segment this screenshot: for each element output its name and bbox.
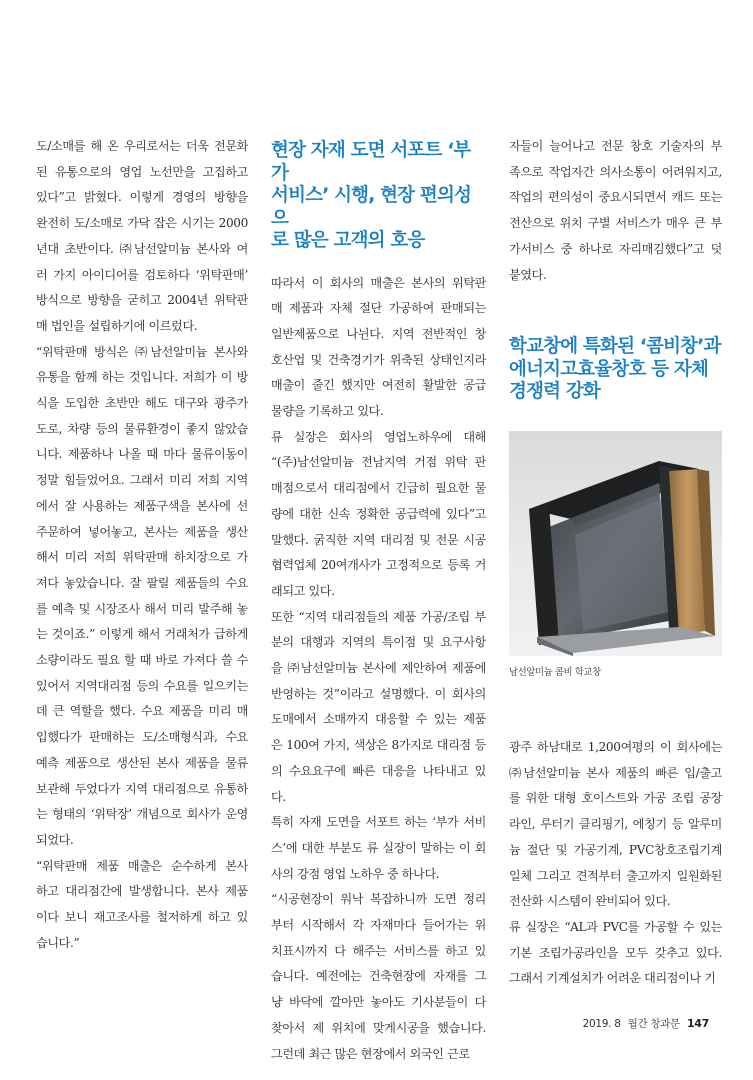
text-line: 도로, 차량 등의 물류환경이 좋지 않았습 bbox=[36, 421, 248, 436]
heading-line: 경쟁력 강화 bbox=[509, 381, 600, 403]
text-line: 소량이라도 필요 할 때 바로 가져다 쓸 수 bbox=[36, 653, 248, 668]
text-line: 족으로 작업자간 의사소통이 어려워지고, bbox=[509, 164, 722, 179]
text-line: “시공현장이 워낙 복잡하니까 도면 정리 bbox=[271, 892, 486, 907]
text-line: 기본 조립가공라인을 모두 갖추고 있다. bbox=[509, 945, 722, 960]
text-line: 완전히 도/소매로 가닥 잡은 시기는 2000 bbox=[36, 216, 248, 231]
issue-date: 2019. 8 bbox=[582, 1018, 621, 1030]
text-line: 붙였다. bbox=[509, 267, 547, 282]
text-line: 해서 미리 저희 위탁판매 하치장으로 가 bbox=[36, 550, 248, 565]
heading-line: 서비스’ 시행, 현장 편의성으 bbox=[271, 185, 472, 229]
text-line: 는 것이죠.” 이렇게 해서 거래처가 급하게 bbox=[36, 627, 248, 642]
article-column-3-lower bbox=[509, 735, 722, 992]
article-column-2 bbox=[271, 134, 486, 1067]
text-line: ㈜남선알미늄 본사 제품의 빠른 입/출고 bbox=[509, 765, 722, 780]
text-line: 분의 대행과 지역의 특이점 및 요구사항 bbox=[271, 635, 486, 650]
text-line: 그런데 최근 많은 현장에서 외국인 근로 bbox=[271, 1046, 470, 1061]
text-line: 류 실장은 “AL과 PVC를 가공할 수 있는 bbox=[509, 919, 722, 934]
heading-line: 에너지고효율창호 등 자체 bbox=[509, 358, 709, 380]
column-3-body-bottom bbox=[509, 735, 722, 992]
text-line: 가서비스 중 하나로 자리매김했다”고 덧 bbox=[509, 241, 722, 256]
page-footer bbox=[583, 1016, 709, 1031]
heading-line: 학교창에 특화된 ‘콤비창’과 bbox=[509, 336, 721, 358]
text-line: 입했다가 판매하는 도/소매형식과, 수요 bbox=[36, 730, 248, 745]
text-line: 반영하는 것”이라고 설명했다. 이 회사의 bbox=[271, 686, 486, 701]
text-line: 매 법인을 설립하기에 이르렀다. bbox=[36, 318, 198, 333]
text-line: 협력업체 20여개사가 고정적으로 등록 거 bbox=[271, 558, 486, 573]
text-line: 은 100여 가지, 색상은 8가지로 대리점 등 bbox=[271, 738, 486, 753]
text-line: 러 가지 아이디어를 검토하다 ‘위탁판매’ bbox=[36, 267, 248, 282]
text-line: 이다 보니 재고조사를 철저하게 하고 있 bbox=[36, 910, 248, 925]
section-heading-school-window bbox=[509, 336, 722, 404]
text-line: 냥 바닥에 깔아만 놓아도 기사분들이 다 bbox=[271, 995, 486, 1010]
text-line: 도/소매를 해 온 우리로서는 더욱 전문화 bbox=[36, 139, 248, 153]
photo-caption: 남선알미늄 콤비 학교창 bbox=[509, 667, 601, 678]
heading-line: 로 많은 고객의 호응 bbox=[271, 230, 425, 251]
text-line: 호산업 및 건축경기가 위축된 상태인지라 bbox=[271, 352, 486, 367]
text-line: 년대 초반이다. ㈜남선알미늄 본사와 여 bbox=[36, 241, 248, 256]
text-line: 전산화 시스템이 완비되어 있다. bbox=[509, 894, 671, 909]
text-line: 매점으로서 대리점에서 긴급히 필요한 물 bbox=[271, 481, 486, 496]
text-line: 또한 “지역 대리점들의 제품 가공/조립 부 bbox=[271, 609, 486, 624]
text-line: 류 실장은 회사의 영업노하우에 대해 bbox=[271, 429, 486, 444]
text-line: 니다. 제품하나 나올 때 마다 물류이동이 bbox=[36, 447, 248, 462]
text-line: 매 제품과 자체 절단 가공하여 판매되는 bbox=[271, 301, 486, 316]
magazine-name: 월간 창과문 bbox=[627, 1018, 680, 1030]
text-line: 도매에서 소매까지 대응할 수 있는 제품 bbox=[271, 712, 486, 727]
text-line: 에서 잘 사용하는 제품구색을 본사에 선 bbox=[36, 498, 248, 513]
column-3-body-top bbox=[509, 134, 722, 288]
text-line: 부터 시작해서 각 자재마다 들어가는 위 bbox=[271, 918, 486, 933]
text-line: 예측 제품으로 생산된 본사 제품을 물류 bbox=[36, 755, 248, 770]
text-line: “(주)남선알미늄 전남지역 거점 위탁 판 bbox=[271, 455, 486, 470]
text-line: 방식으로 방향을 굳히고 2004년 위탁판 bbox=[36, 293, 248, 308]
text-line: 정말 힘들었어요. 그래서 미리 저희 지역 bbox=[36, 473, 248, 488]
text-line: 하고 대리점간에 발생합니다. 본사 제품 bbox=[36, 884, 248, 899]
text-line: 있다”고 밝혔다. 이렇게 경영의 방향을 bbox=[36, 190, 248, 205]
text-line: 는 형태의 ‘위탁장’ 개념으로 회사가 운영 bbox=[36, 807, 248, 822]
article-column-3 bbox=[509, 134, 722, 404]
page-number: 147 bbox=[686, 1017, 709, 1030]
section-heading-field-support bbox=[271, 140, 486, 253]
text-line: 습니다. 예전에는 건축현장에 자재를 그 bbox=[271, 969, 486, 984]
text-line: 전산으로 위치 구별 서비스가 매우 큰 부 bbox=[509, 216, 722, 231]
text-line: 물량을 기록하고 있다. bbox=[271, 404, 384, 419]
heading-line: 현장 자재 도면 서포트 ‘부가 bbox=[271, 140, 471, 184]
text-line: “위탁판매 제품 매출은 순수하게 본사 bbox=[36, 858, 248, 873]
text-line: “위탁판매 방식은 ㈜남선알미늄 본사와 bbox=[36, 344, 248, 359]
text-line: 작업의 편의성이 중요시되면서 캐드 또는 bbox=[509, 190, 722, 205]
window-frame-illustration bbox=[509, 431, 722, 656]
text-line: 늄 절단 및 가공기계, PVC창호조립기계 bbox=[509, 842, 722, 857]
text-line: 유통을 함께 하는 것입니다. 저희가 이 방 bbox=[36, 370, 248, 385]
text-line: 주문하여 넣어놓고, 본사는 제품을 생산 bbox=[36, 524, 248, 539]
text-line: 식을 도입한 초반만 해도 대구와 광주가 bbox=[36, 396, 248, 411]
text-line: 치표시까지 다 해주는 서비스를 하고 있 bbox=[271, 943, 486, 958]
text-line: 말했다. 굵직한 지역 대리점 및 전문 시공 bbox=[271, 532, 486, 547]
text-line: 를 예측 및 시장조사 해서 미리 발주해 놓 bbox=[36, 601, 248, 616]
text-line: 특히 자재 도면을 서포트 하는 ‘부가 서비 bbox=[271, 815, 486, 830]
text-line: 매출이 줄긴 했지만 여전히 활발한 공급 bbox=[271, 378, 486, 393]
text-line: 따라서 이 회사의 매출은 본사의 위탁판 bbox=[271, 275, 486, 290]
text-line: 스’에 대한 부분도 류 실장이 말하는 이 회 bbox=[271, 840, 486, 855]
text-line: 습니다.” bbox=[36, 935, 80, 950]
text-line: 찾아서 제 위치에 맞게시공을 했습니다. bbox=[271, 1020, 486, 1035]
text-line: 일반제품으로 나뉜다. 지역 전반적인 창 bbox=[271, 326, 486, 341]
text-line: 보관해 두었다가 지역 대리점으로 유통하 bbox=[36, 781, 248, 796]
text-line: 데 큰 역할을 했다. 수요 제품을 미리 매 bbox=[36, 704, 248, 719]
text-line: 있어서 지역대리점 등의 수요를 일으키는 bbox=[36, 678, 248, 693]
column-2-body bbox=[271, 271, 486, 1068]
combi-school-window-photo bbox=[509, 431, 722, 656]
text-line: 래되고 있다. bbox=[271, 583, 335, 598]
text-line: 자들이 늘어나고 전문 창호 기술자의 부 bbox=[509, 139, 722, 153]
text-line: 다. bbox=[271, 789, 286, 804]
text-line: 라인, 루터기 클리핑기, 에칭기 등 알루미 bbox=[509, 817, 722, 832]
text-line: 일체 그리고 견적부터 출고까지 일원화된 bbox=[509, 868, 722, 883]
text-line: 의 수요요구에 빠른 대응을 나타내고 있 bbox=[271, 763, 486, 778]
text-line: 을 ㈜남선알미늄 본사에 제안하여 제품에 bbox=[271, 661, 486, 676]
text-line: 그래서 기계설치가 어려운 대리점이나 기 bbox=[509, 971, 716, 986]
text-line: 져다 놓았습니다. 잘 팔릴 제품들의 수요 bbox=[36, 575, 248, 590]
text-line: 된 유통으로의 영업 노선만을 고집하고 bbox=[36, 164, 248, 179]
article-column-1 bbox=[36, 134, 248, 957]
text-line: 광주 하남대로 1,200여평의 이 회사에는 bbox=[509, 740, 722, 754]
text-line: 를 위한 대형 호이스트와 가공 조립 공장 bbox=[509, 791, 722, 806]
text-line: 량에 대한 신속 정확한 공급력에 있다”고 bbox=[271, 506, 486, 521]
text-line: 사의 강점 영업 노하우 중 하나다. bbox=[271, 866, 440, 881]
text-line: 되었다. bbox=[36, 832, 74, 847]
